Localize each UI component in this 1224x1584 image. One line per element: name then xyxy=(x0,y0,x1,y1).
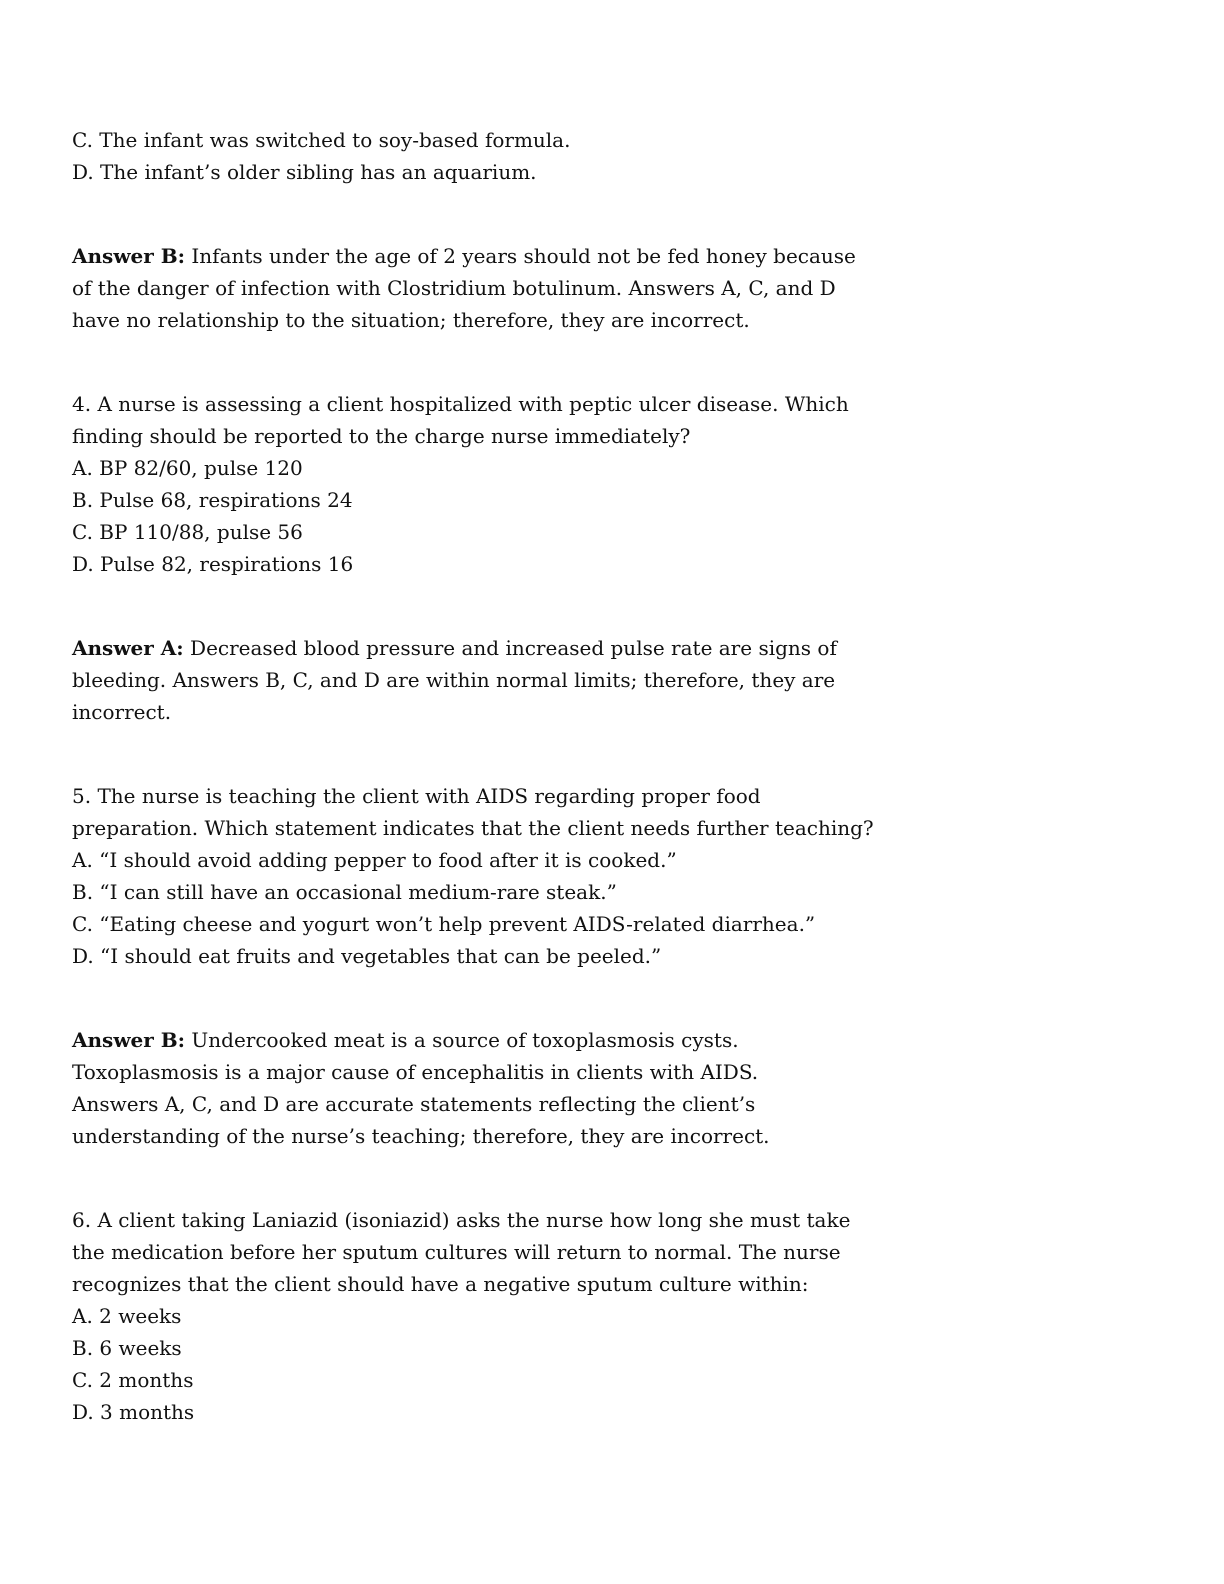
q5-option-b: B. “I can still have an occasional medium-rare steak.” xyxy=(72,880,617,904)
q6-stem-1: 6. A client taking Laniazid (isoniazid) asks the nurse how long she must take xyxy=(72,1208,851,1232)
q6-option-d: D. 3 months xyxy=(72,1400,195,1424)
q6-option-a: A. 2 weeks xyxy=(72,1304,182,1328)
question-3-options xyxy=(72,124,902,188)
spacer xyxy=(72,728,902,780)
q6-stem-2: the medication before her sputum cultures will return to normal. The nurse xyxy=(72,1240,841,1264)
question-5 xyxy=(72,780,902,972)
answer-3-text-2: of the danger of infection with Clostridium botulinum. Answers A, C, and D xyxy=(72,276,836,300)
q3-option-d: D. The infant’s older sibling has an aquarium. xyxy=(72,160,537,184)
q5-stem-2: preparation. Which statement indicates that the client needs further teaching? xyxy=(72,816,874,840)
answer-4 xyxy=(72,632,902,728)
answer-3-line-1 xyxy=(72,240,902,272)
answer-4-text-2: bleeding. Answers B, C, and D are within normal limits; therefore, they are xyxy=(72,668,836,692)
answer-4-text-1: Decreased blood pressure and increased pulse rate are signs of xyxy=(183,636,837,660)
spacer xyxy=(72,1152,902,1204)
spacer xyxy=(72,188,902,240)
q4-option-c: C. BP 110/88, pulse 56 xyxy=(72,520,303,544)
document-page xyxy=(72,124,902,1428)
q3-option-c: C. The infant was switched to soy-based formula. xyxy=(72,128,571,152)
answer-3-text-3: have no relationship to the situation; therefore, they are incorrect. xyxy=(72,308,750,332)
q6-option-c: C. 2 months xyxy=(72,1368,194,1392)
q5-option-a: A. “I should avoid adding pepper to food after it is cooked.” xyxy=(72,848,677,872)
answer-4-text-3: incorrect. xyxy=(72,700,172,724)
answer-5-text-4: understanding of the nurse’s teaching; therefore, they are incorrect. xyxy=(72,1124,770,1148)
answer-4-line-1 xyxy=(72,632,902,664)
q4-stem-2: finding should be reported to the charge nurse immediately? xyxy=(72,424,691,448)
answer-5-text-1: Undercooked meat is a source of toxoplasmosis cysts. xyxy=(185,1028,739,1052)
q6-option-b: B. 6 weeks xyxy=(72,1336,182,1360)
q5-option-c: C. “Eating cheese and yogurt won’t help prevent AIDS-related diarrhea.” xyxy=(72,912,816,936)
answer-5-label: Answer B: xyxy=(72,1028,186,1052)
answer-3-text-1: Infants under the age of 2 years should not be fed honey because xyxy=(185,244,856,268)
answer-3-label: Answer B: xyxy=(72,244,186,268)
answer-5-text-2: Toxoplasmosis is a major cause of encephalitis in clients with AIDS. xyxy=(72,1060,759,1084)
q6-stem-3: recognizes that the client should have a negative sputum culture within: xyxy=(72,1272,809,1296)
q4-option-b: B. Pulse 68, respirations 24 xyxy=(72,488,353,512)
q4-option-a: A. BP 82/60, pulse 120 xyxy=(72,456,303,480)
answer-5-line-1 xyxy=(72,1024,902,1056)
q5-option-d: D. “I should eat fruits and vegetables that can be peeled.” xyxy=(72,944,662,968)
answer-5 xyxy=(72,1024,902,1152)
spacer xyxy=(72,972,902,1024)
spacer xyxy=(72,580,902,632)
answer-4-label: Answer A: xyxy=(72,636,184,660)
question-6 xyxy=(72,1204,902,1428)
q4-stem-1: 4. A nurse is assessing a client hospitalized with peptic ulcer disease. Which xyxy=(72,392,849,416)
q5-stem-1: 5. The nurse is teaching the client with AIDS regarding proper food xyxy=(72,784,761,808)
answer-5-text-3: Answers A, C, and D are accurate statements reflecting the client’s xyxy=(72,1092,756,1116)
answer-3 xyxy=(72,240,902,336)
spacer xyxy=(72,336,902,388)
question-4 xyxy=(72,388,902,580)
q4-option-d: D. Pulse 82, respirations 16 xyxy=(72,552,354,576)
